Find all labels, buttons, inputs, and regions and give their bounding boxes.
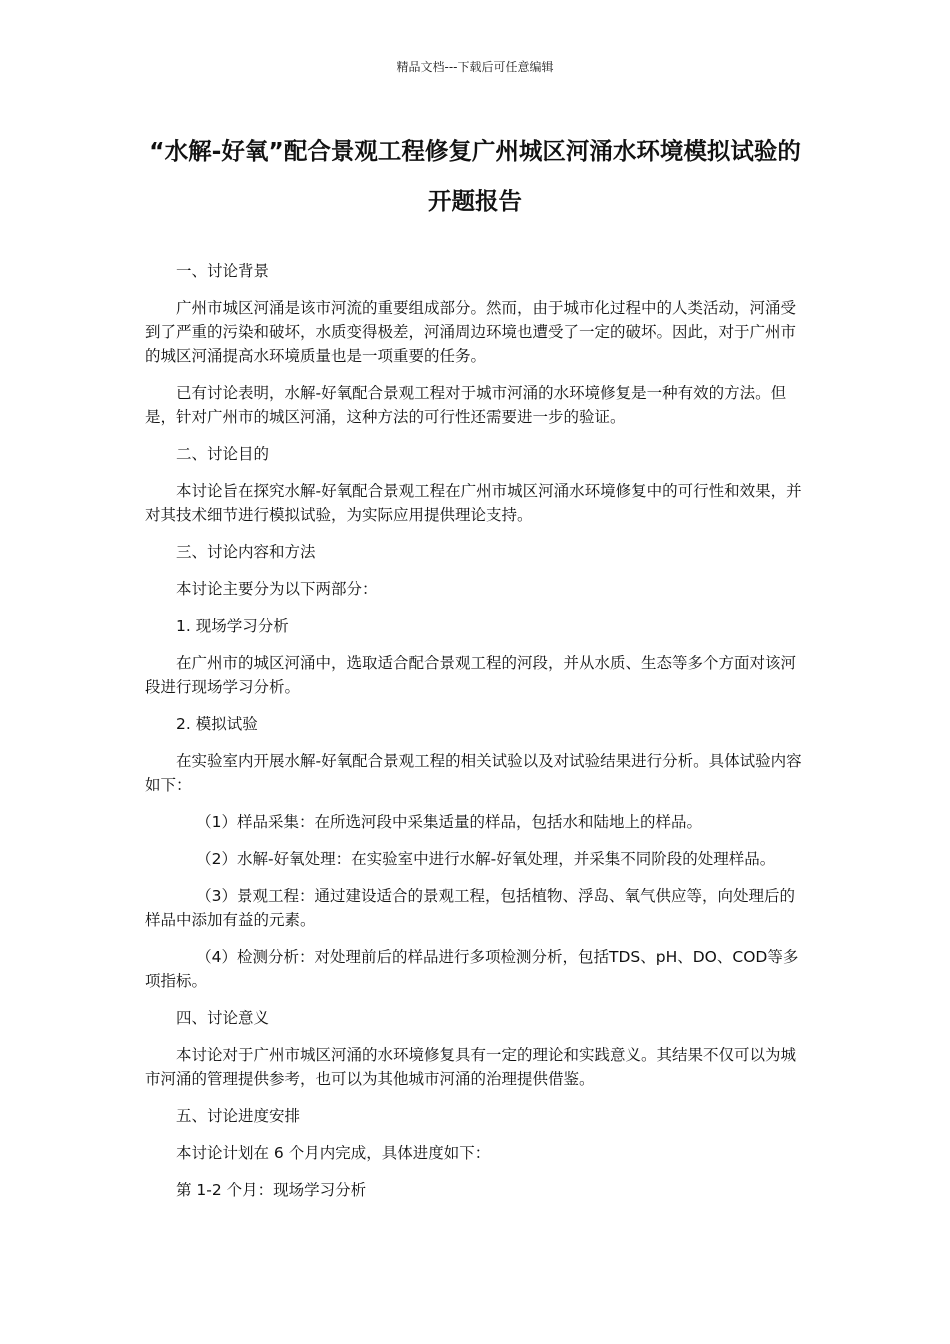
schedule-item-1: 第 1-2 个月：现场学习分析 [176,1181,367,1199]
header-note: 精品文档---下载后可任意编辑 [396,60,554,74]
section-heading-schedule: 五、讨论进度安排 [176,1107,301,1125]
paragraph-content-intro: 本讨论主要分为以下两部分： [176,580,378,598]
subheading-simulation: 2. 模拟试验 [176,715,258,733]
list-item-sampling: （1）样品采集：在所选河段中采集适量的样品，包括水和陆地上的样品。 [196,813,703,831]
list-item-testing: （4）检测分析：对处理前后的样品进行多项检测分析，包括TDS、pH、DO、COD等多项指标。 [145,948,799,990]
paragraph-background-1: 广州市城区河涌是该市河流的重要组成部分。然而，由于城市化过程中的人类活动，河涌受到了严重的污染和破坏，水质变得极差，河涌周边环境也遭受了一定的破坏。因此，对于广州市的城区河涌提高水环境质量也是一项重要的任务。 [145,299,797,365]
section-heading-purpose: 二、讨论目的 [176,445,270,463]
subheading-field-study: 1. 现场学习分析 [176,617,289,635]
paragraph-schedule-intro: 本讨论计划在 6 个月内完成，具体进度如下： [176,1144,491,1162]
paragraph-field-study: 在广州市的城区河涌中，选取适合配合景观工程的河段，并从水质、生态等多个方面对该河段进行现场学习分析。 [145,654,797,696]
document-title: “水解-好氧”配合景观工程修复广州城区河涌水环境模拟试验的开题报告 [149,137,801,215]
section-heading-significance: 四、讨论意义 [176,1009,270,1027]
section-heading-content-method: 三、讨论内容和方法 [176,543,316,561]
paragraph-purpose: 本讨论旨在探究水解-好氧配合景观工程在广州市城区河涌水环境修复中的可行性和效果，并对其技术细节进行模拟试验，为实际应用提供理论支持。 [145,482,802,524]
document-body [145,259,805,1215]
list-item-treatment: （2）水解-好氧处理：在实验室中进行水解-好氧处理，并采集不同阶段的处理样品。 [196,850,776,868]
paragraph-significance: 本讨论对于广州市城区河涌的水环境修复具有一定的理论和实践意义。其结果不仅可以为城市河涌的管理提供参考，也可以为其他城市河涌的治理提供借鉴。 [145,1046,797,1088]
section-heading-background: 一、讨论背景 [176,262,270,280]
paragraph-background-2: 已有讨论表明，水解-好氧配合景观工程对于城市河涌的水环境修复是一种有效的方法。但是，针对广州市的城区河涌，这种方法的可行性还需要进一步的验证。 [145,384,787,426]
list-item-landscape: （3）景观工程：通过建设适合的景观工程，包括植物、浮岛、氧气供应等，向处理后的样品中添加有益的元素。 [145,887,796,929]
paragraph-simulation: 在实验室内开展水解-好氧配合景观工程的相关试验以及对试验结果进行分析。具体试验内容如下： [145,752,802,794]
